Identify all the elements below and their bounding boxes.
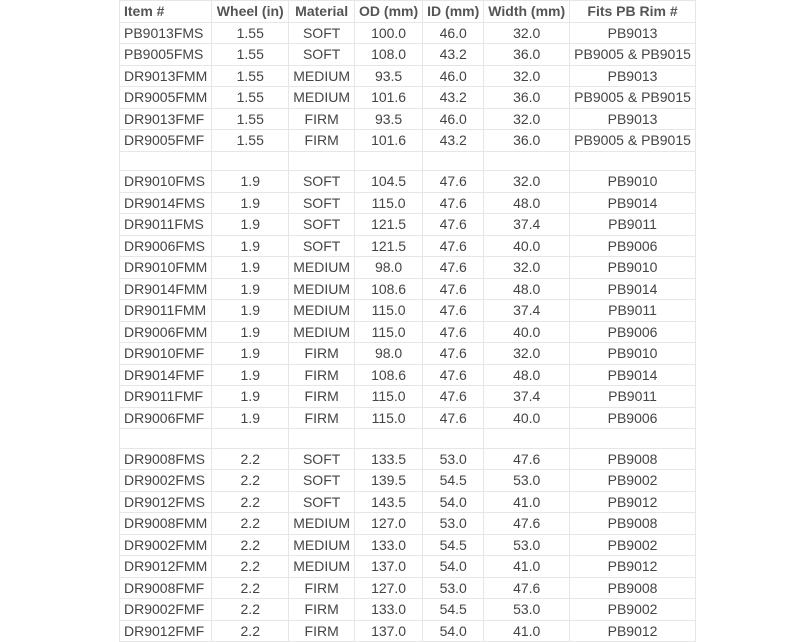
inner-diameter-cell: 47.6 <box>423 257 484 279</box>
inner-diameter-cell: 47.6 <box>423 343 484 365</box>
item-number-cell: DR9011FMS <box>120 214 212 236</box>
outer-diameter-cell: 115.0 <box>355 300 423 322</box>
inner-diameter-cell: 47.6 <box>423 407 484 429</box>
wheel-size-cell: 2.2 <box>212 577 289 599</box>
spacer-cell <box>120 429 212 449</box>
spacer-cell <box>423 429 484 449</box>
table-row <box>120 235 696 257</box>
item-number-cell: DR9010FMS <box>120 171 212 193</box>
wheel-size-cell: 2.2 <box>212 448 289 470</box>
fits-rim-cell: PB9005 & PB9015 <box>570 87 696 109</box>
wheel-size-cell: 1.55 <box>212 108 289 130</box>
inner-diameter-cell: 47.6 <box>423 214 484 236</box>
fits-rim-cell: PB9012 <box>570 556 696 578</box>
outer-diameter-cell: 100.0 <box>355 22 423 44</box>
material-cell: FIRM <box>289 386 355 408</box>
material-cell: SOFT <box>289 44 355 66</box>
inner-diameter-cell: 47.6 <box>423 171 484 193</box>
width-cell: 48.0 <box>484 192 570 214</box>
table-row <box>120 214 696 236</box>
table-row <box>120 599 696 621</box>
outer-diameter-cell: 93.5 <box>355 65 423 87</box>
header-material: Material <box>289 1 355 23</box>
fits-rim-cell: PB9013 <box>570 108 696 130</box>
wheel-size-cell: 1.55 <box>212 22 289 44</box>
header-id: ID (mm) <box>423 1 484 23</box>
wheel-size-cell: 1.9 <box>212 278 289 300</box>
item-number-cell: DR9013FMF <box>120 108 212 130</box>
wheel-size-cell: 1.55 <box>212 130 289 152</box>
item-number-cell: PB9013FMS <box>120 22 212 44</box>
width-cell: 32.0 <box>484 343 570 365</box>
table-row <box>120 130 696 152</box>
fits-rim-cell: PB9011 <box>570 214 696 236</box>
table-row <box>120 343 696 365</box>
table-row <box>120 534 696 556</box>
width-cell: 53.0 <box>484 534 570 556</box>
inner-diameter-cell: 47.6 <box>423 300 484 322</box>
item-number-cell: DR9002FMF <box>120 599 212 621</box>
material-cell: FIRM <box>289 343 355 365</box>
spacer-cell <box>570 429 696 449</box>
wheel-size-cell: 2.2 <box>212 513 289 535</box>
width-cell: 47.6 <box>484 577 570 599</box>
inner-diameter-cell: 47.6 <box>423 386 484 408</box>
inner-diameter-cell: 43.2 <box>423 130 484 152</box>
header-fits-rim: Fits PB Rim # <box>570 1 696 23</box>
spacer-cell <box>212 429 289 449</box>
wheel-size-cell: 1.55 <box>212 44 289 66</box>
item-number-cell: DR9014FMS <box>120 192 212 214</box>
outer-diameter-cell: 115.0 <box>355 192 423 214</box>
width-cell: 41.0 <box>484 491 570 513</box>
header-od: OD (mm) <box>355 1 423 23</box>
inner-diameter-cell: 47.6 <box>423 235 484 257</box>
fits-rim-cell: PB9011 <box>570 386 696 408</box>
outer-diameter-cell: 108.6 <box>355 278 423 300</box>
group-spacer-row <box>120 151 696 171</box>
wheel-size-cell: 2.2 <box>212 491 289 513</box>
wheel-size-cell: 1.9 <box>212 364 289 386</box>
width-cell: 36.0 <box>484 44 570 66</box>
table-row <box>120 556 696 578</box>
inner-diameter-cell: 47.6 <box>423 192 484 214</box>
fits-rim-cell: PB9011 <box>570 300 696 322</box>
inner-diameter-cell: 54.0 <box>423 620 484 642</box>
fits-rim-cell: PB9005 & PB9015 <box>570 130 696 152</box>
fits-rim-cell: PB9008 <box>570 577 696 599</box>
width-cell: 41.0 <box>484 620 570 642</box>
inner-diameter-cell: 54.0 <box>423 556 484 578</box>
header-wheel: Wheel (in) <box>212 1 289 23</box>
width-cell: 48.0 <box>484 278 570 300</box>
inner-diameter-cell: 46.0 <box>423 65 484 87</box>
table-row <box>120 364 696 386</box>
wheel-size-cell: 2.2 <box>212 556 289 578</box>
width-cell: 32.0 <box>484 108 570 130</box>
item-number-cell: DR9005FMM <box>120 87 212 109</box>
inner-diameter-cell: 47.6 <box>423 364 484 386</box>
wheel-size-cell: 1.9 <box>212 386 289 408</box>
inner-diameter-cell: 47.6 <box>423 321 484 343</box>
material-cell: SOFT <box>289 214 355 236</box>
width-cell: 37.4 <box>484 300 570 322</box>
width-cell: 40.0 <box>484 321 570 343</box>
header-row <box>120 1 696 23</box>
table-row <box>120 407 696 429</box>
spacer-cell <box>212 151 289 171</box>
material-cell: FIRM <box>289 130 355 152</box>
wheel-size-cell: 1.9 <box>212 257 289 279</box>
fits-rim-cell: PB9005 & PB9015 <box>570 44 696 66</box>
inner-diameter-cell: 43.2 <box>423 44 484 66</box>
fits-rim-cell: PB9002 <box>570 599 696 621</box>
item-number-cell: PB9005FMS <box>120 44 212 66</box>
table-row <box>120 257 696 279</box>
item-number-cell: DR9014FMM <box>120 278 212 300</box>
material-cell: MEDIUM <box>289 87 355 109</box>
material-cell: SOFT <box>289 192 355 214</box>
material-cell: FIRM <box>289 620 355 642</box>
item-number-cell: DR9002FMM <box>120 534 212 556</box>
material-cell: MEDIUM <box>289 278 355 300</box>
fits-rim-cell: PB9010 <box>570 171 696 193</box>
width-cell: 41.0 <box>484 556 570 578</box>
table-row <box>120 65 696 87</box>
fits-rim-cell: PB9002 <box>570 470 696 492</box>
inner-diameter-cell: 53.0 <box>423 513 484 535</box>
wheel-size-cell: 2.2 <box>212 470 289 492</box>
table-row <box>120 577 696 599</box>
outer-diameter-cell: 108.0 <box>355 44 423 66</box>
table-row <box>120 321 696 343</box>
spacer-cell <box>570 151 696 171</box>
item-number-cell: DR9014FMF <box>120 364 212 386</box>
material-cell: SOFT <box>289 448 355 470</box>
fits-rim-cell: PB9006 <box>570 235 696 257</box>
outer-diameter-cell: 137.0 <box>355 620 423 642</box>
fits-rim-cell: PB9008 <box>570 513 696 535</box>
wheel-size-cell: 1.9 <box>212 171 289 193</box>
outer-diameter-cell: 101.6 <box>355 130 423 152</box>
fits-rim-cell: PB9014 <box>570 192 696 214</box>
outer-diameter-cell: 115.0 <box>355 407 423 429</box>
material-cell: MEDIUM <box>289 556 355 578</box>
width-cell: 32.0 <box>484 257 570 279</box>
table-row <box>120 491 696 513</box>
outer-diameter-cell: 127.0 <box>355 577 423 599</box>
fits-rim-cell: PB9006 <box>570 321 696 343</box>
inner-diameter-cell: 54.5 <box>423 470 484 492</box>
width-cell: 47.6 <box>484 448 570 470</box>
material-cell: FIRM <box>289 108 355 130</box>
table-row <box>120 108 696 130</box>
spacer-cell <box>484 429 570 449</box>
material-cell: MEDIUM <box>289 513 355 535</box>
width-cell: 36.0 <box>484 87 570 109</box>
wheel-size-cell: 1.55 <box>212 87 289 109</box>
item-number-cell: DR9011FMF <box>120 386 212 408</box>
item-number-cell: DR9006FMM <box>120 321 212 343</box>
material-cell: MEDIUM <box>289 321 355 343</box>
outer-diameter-cell: 115.0 <box>355 386 423 408</box>
inner-diameter-cell: 54.5 <box>423 534 484 556</box>
outer-diameter-cell: 127.0 <box>355 513 423 535</box>
item-number-cell: DR9008FMM <box>120 513 212 535</box>
item-number-cell: DR9005FMF <box>120 130 212 152</box>
fits-rim-cell: PB9014 <box>570 364 696 386</box>
item-number-cell: DR9010FMM <box>120 257 212 279</box>
fits-rim-cell: PB9006 <box>570 407 696 429</box>
width-cell: 53.0 <box>484 599 570 621</box>
width-cell: 53.0 <box>484 470 570 492</box>
wheel-size-cell: 1.9 <box>212 321 289 343</box>
outer-diameter-cell: 137.0 <box>355 556 423 578</box>
outer-diameter-cell: 133.0 <box>355 534 423 556</box>
item-number-cell: DR9006FMF <box>120 407 212 429</box>
item-number-cell: DR9012FMS <box>120 491 212 513</box>
table-row <box>120 448 696 470</box>
wheel-size-cell: 1.9 <box>212 235 289 257</box>
fits-rim-cell: PB9012 <box>570 620 696 642</box>
fits-rim-cell: PB9014 <box>570 278 696 300</box>
material-cell: FIRM <box>289 599 355 621</box>
table-header <box>120 1 696 23</box>
table-row <box>120 278 696 300</box>
header-item: Item # <box>120 1 212 23</box>
fits-rim-cell: PB9008 <box>570 448 696 470</box>
inner-diameter-cell: 47.6 <box>423 278 484 300</box>
wheel-size-cell: 2.2 <box>212 534 289 556</box>
spacer-cell <box>355 151 423 171</box>
spacer-cell <box>289 429 355 449</box>
material-cell: MEDIUM <box>289 65 355 87</box>
fits-rim-cell: PB9010 <box>570 257 696 279</box>
material-cell: FIRM <box>289 364 355 386</box>
wheel-size-cell: 1.55 <box>212 65 289 87</box>
fits-rim-cell: PB9002 <box>570 534 696 556</box>
wheel-size-cell: 1.9 <box>212 343 289 365</box>
wheel-size-cell: 2.2 <box>212 620 289 642</box>
material-cell: SOFT <box>289 235 355 257</box>
outer-diameter-cell: 98.0 <box>355 257 423 279</box>
outer-diameter-cell: 139.5 <box>355 470 423 492</box>
fits-rim-cell: PB9013 <box>570 65 696 87</box>
table-row <box>120 192 696 214</box>
outer-diameter-cell: 133.0 <box>355 599 423 621</box>
material-cell: FIRM <box>289 577 355 599</box>
table-row <box>120 44 696 66</box>
table-row <box>120 620 696 642</box>
inner-diameter-cell: 53.0 <box>423 577 484 599</box>
width-cell: 32.0 <box>484 171 570 193</box>
table-row <box>120 22 696 44</box>
outer-diameter-cell: 121.5 <box>355 235 423 257</box>
width-cell: 47.6 <box>484 513 570 535</box>
inner-diameter-cell: 54.5 <box>423 599 484 621</box>
header-width: Width (mm) <box>484 1 570 23</box>
item-number-cell: DR9013FMM <box>120 65 212 87</box>
item-number-cell: DR9002FMS <box>120 470 212 492</box>
table-row <box>120 470 696 492</box>
width-cell: 37.4 <box>484 214 570 236</box>
item-number-cell: DR9006FMS <box>120 235 212 257</box>
table-row <box>120 386 696 408</box>
wheel-size-cell: 1.9 <box>212 214 289 236</box>
item-number-cell: DR9008FMF <box>120 577 212 599</box>
width-cell: 37.4 <box>484 386 570 408</box>
material-cell: SOFT <box>289 470 355 492</box>
wheel-size-cell: 1.9 <box>212 407 289 429</box>
wheel-size-cell: 1.9 <box>212 192 289 214</box>
spacer-cell <box>484 151 570 171</box>
outer-diameter-cell: 121.5 <box>355 214 423 236</box>
wheel-size-cell: 2.2 <box>212 599 289 621</box>
wheel-size-cell: 1.9 <box>212 300 289 322</box>
outer-diameter-cell: 143.5 <box>355 491 423 513</box>
outer-diameter-cell: 133.5 <box>355 448 423 470</box>
material-cell: MEDIUM <box>289 534 355 556</box>
outer-diameter-cell: 101.6 <box>355 87 423 109</box>
table-body <box>120 22 696 642</box>
table-row <box>120 171 696 193</box>
fits-rim-cell: PB9013 <box>570 22 696 44</box>
fits-rim-cell: PB9012 <box>570 491 696 513</box>
group-spacer-row <box>120 429 696 449</box>
table-row <box>120 513 696 535</box>
width-cell: 36.0 <box>484 130 570 152</box>
table-row <box>120 87 696 109</box>
inner-diameter-cell: 54.0 <box>423 491 484 513</box>
outer-diameter-cell: 115.0 <box>355 321 423 343</box>
spacer-cell <box>289 151 355 171</box>
material-cell: SOFT <box>289 171 355 193</box>
width-cell: 40.0 <box>484 407 570 429</box>
outer-diameter-cell: 98.0 <box>355 343 423 365</box>
table-row <box>120 300 696 322</box>
material-cell: FIRM <box>289 407 355 429</box>
inner-diameter-cell: 46.0 <box>423 108 484 130</box>
width-cell: 32.0 <box>484 22 570 44</box>
item-number-cell: DR9008FMS <box>120 448 212 470</box>
material-cell: MEDIUM <box>289 257 355 279</box>
width-cell: 32.0 <box>484 65 570 87</box>
item-number-cell: DR9012FMM <box>120 556 212 578</box>
inner-diameter-cell: 43.2 <box>423 87 484 109</box>
material-cell: SOFT <box>289 22 355 44</box>
item-number-cell: DR9010FMF <box>120 343 212 365</box>
material-cell: SOFT <box>289 491 355 513</box>
spacer-cell <box>120 151 212 171</box>
outer-diameter-cell: 108.6 <box>355 364 423 386</box>
fits-rim-cell: PB9010 <box>570 343 696 365</box>
outer-diameter-cell: 93.5 <box>355 108 423 130</box>
width-cell: 40.0 <box>484 235 570 257</box>
wheel-spec-table <box>119 0 696 642</box>
item-number-cell: DR9012FMF <box>120 620 212 642</box>
inner-diameter-cell: 53.0 <box>423 448 484 470</box>
spacer-cell <box>355 429 423 449</box>
spacer-cell <box>423 151 484 171</box>
item-number-cell: DR9011FMM <box>120 300 212 322</box>
width-cell: 48.0 <box>484 364 570 386</box>
outer-diameter-cell: 104.5 <box>355 171 423 193</box>
inner-diameter-cell: 46.0 <box>423 22 484 44</box>
product-table-container <box>119 0 696 642</box>
material-cell: MEDIUM <box>289 300 355 322</box>
